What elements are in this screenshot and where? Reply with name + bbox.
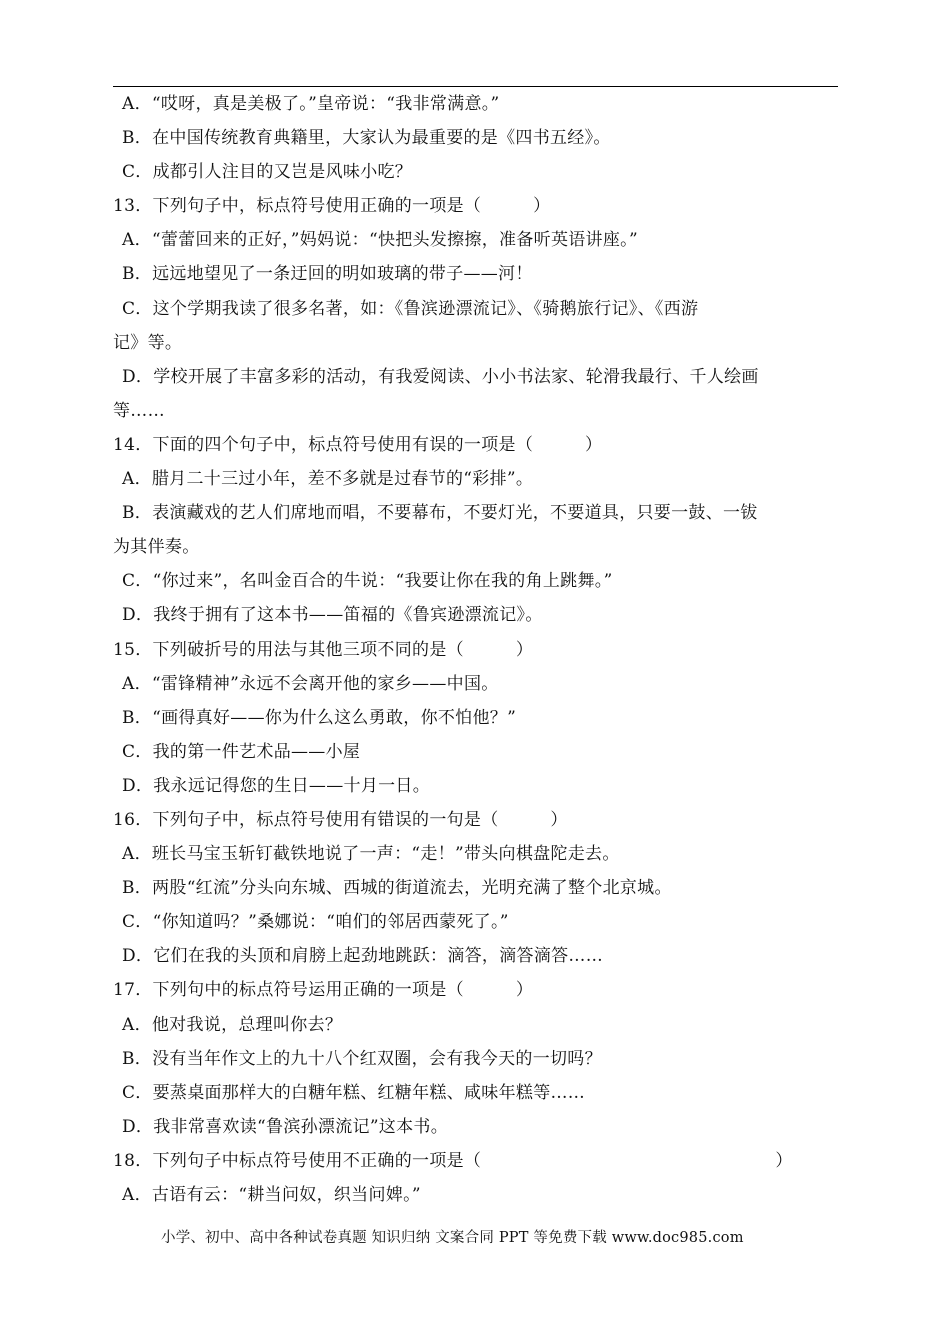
option-line: A．班长马宝玉斩钉截铁地说了一声：“走！”带头向棋盘陀走去。 (122, 844, 620, 865)
option-line: B．表演藏戏的艺人们席地而唱，不要幕布，不要灯光，不要道具，只要一鼓、一钹 (122, 503, 758, 524)
option-line: A．腊月二十三过小年，差不多就是过春节的“彩排”。 (122, 469, 534, 490)
option-line: C．“你过来”，名叫金百合的牛说：“我要让你在我的角上跳舞。” (122, 571, 613, 592)
option-line: D．学校开展了丰富多彩的活动，有我爱阅读、小小书法家、轮滑我最行、千人绘画 (122, 366, 759, 387)
question-18: 18．下列句子中标点符号使用不正确的一项是（ ） (113, 1150, 793, 1171)
option-line: A．古语有云：“耕当问奴，织当问婢。” (122, 1185, 421, 1205)
option-line: D．它们在我的头顶和肩膀上起劲地跳跃：滴答，滴答滴答…… (122, 946, 604, 967)
option-line: B．两股“红流”分头向东城、西城的街道流去，光明充满了整个北京城。 (122, 878, 672, 899)
option-line: C．成都引人注目的又岂是风味小吃？ (122, 162, 413, 183)
option-line: D．我永远记得您的生日——十月一日。 (122, 775, 431, 796)
page-footer: 小学、初中、高中各种试卷真题 知识归纳 文案合同 PPT 等免费下载 www.doc985.com (161, 1230, 744, 1246)
question-14: 14．下面的四个句子中，标点符号使用有误的一项是（ ） (113, 434, 603, 455)
option-line: A．“哎呀，真是美极了。”皇帝说：“我非常满意。” (122, 94, 500, 114)
option-line: C．这个学期我读了很多名著，如：《鲁滨逊漂流记》、《骑鹅旅行记》、《西游 (122, 298, 699, 319)
question-15: 15．下列破折号的用法与其他三项不同的是（ ） (113, 639, 534, 660)
option-continuation: 等…… (113, 400, 165, 421)
option-line: B．远远地望见了一条迂回的明如玻璃的带子——河！ (122, 264, 533, 285)
option-line: D．我非常喜欢读“鲁滨孙漂流记”这本书。 (122, 1116, 449, 1137)
question-17: 17．下列句中的标点符号运用正确的一项是（ ） (113, 980, 534, 1001)
question-16: 16．下列句子中，标点符号使用有错误的一句是（ ） (113, 809, 568, 830)
option-line: C．我的第一件艺术品——小屋 (122, 741, 361, 762)
option-line: C．“你知道吗？”桑娜说：“咱们的邻居西蒙死了。” (122, 912, 509, 933)
option-line: C．要蒸桌面那样大的白糖年糕、红糖年糕、咸味年糕等…… (122, 1082, 586, 1103)
question-13: 13．下列句子中，标点符号使用正确的一项是（ ） (113, 196, 551, 217)
option-line: A．“雷锋精神”永远不会离开他的家乡——中国。 (122, 673, 499, 694)
option-line: A．他对我说，总理叫你去？ (122, 1014, 343, 1035)
exam-content (113, 87, 833, 1212)
option-line: B．“画得真好——你为什么这么勇敢，你不怕他？” (122, 707, 517, 728)
option-line: A．“蕾蕾回来的正好，”妈妈说：“快把头发擦擦，准备听英语讲座。” (122, 230, 638, 251)
option-continuation: 记》等。 (113, 332, 183, 353)
option-line: B．在中国传统教育典籍里，大家认为最重要的是《四书五经》。 (122, 128, 611, 149)
option-continuation: 为其伴奏。 (113, 537, 200, 558)
option-line: D．我终于拥有了这本书——笛福的《鲁宾逊漂流记》。 (122, 605, 543, 626)
option-line: B．没有当年作文上的九十八个红双圈，会有我今天的一切吗？ (122, 1048, 602, 1069)
